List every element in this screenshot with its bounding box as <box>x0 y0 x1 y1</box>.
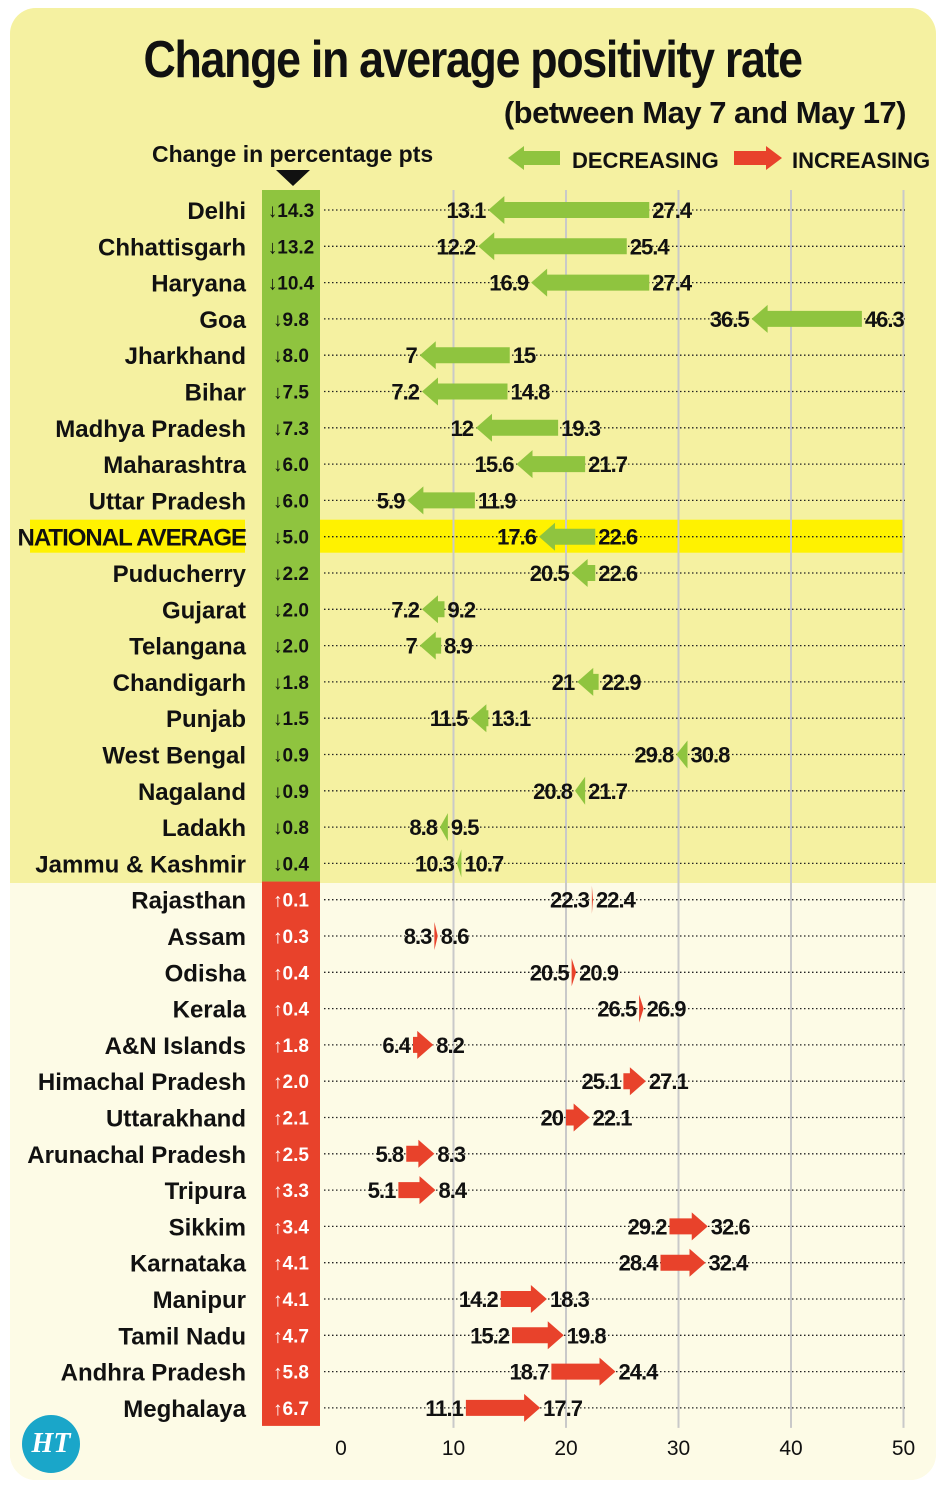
value-label-high: 32.6 <box>710 1214 750 1240</box>
chart-row <box>131 886 905 915</box>
value-label-low: 15.2 <box>470 1323 509 1349</box>
value-label-low: 13.1 <box>446 198 486 223</box>
chart-row <box>125 341 905 370</box>
row-label: Telangana <box>129 633 246 661</box>
value-label-low: 16.9 <box>489 270 529 296</box>
row-label: Madhya Pradesh <box>55 415 246 443</box>
legend-decreasing-label: DECREASING <box>572 148 719 173</box>
row-label: West Bengal <box>102 742 246 770</box>
chart-title: Change in average positivity rate <box>143 31 802 89</box>
increase-arrow <box>406 1140 434 1168</box>
value-label-high: 15 <box>512 343 536 369</box>
x-tick-label: 20 <box>554 1437 578 1460</box>
row-label: Nagaland <box>137 778 246 806</box>
row-label: Chandigarh <box>112 669 246 697</box>
chart-row <box>138 777 905 806</box>
decrease-arrow <box>478 232 627 260</box>
chart-row <box>27 1140 905 1169</box>
change-column-header: Change in percentage pts <box>152 141 434 167</box>
increase-arrow <box>670 1212 708 1240</box>
gridlines <box>454 190 904 1428</box>
value-label-high: 11.9 <box>477 488 516 514</box>
change-value: ↓14.3 <box>267 201 315 222</box>
value-label-high: 9.2 <box>447 597 476 623</box>
value-label-low: 8.3 <box>403 924 432 949</box>
change-value: ↑2.5 <box>273 1144 309 1166</box>
value-label-low: 20.5 <box>529 561 569 586</box>
value-label-low: 28.4 <box>618 1250 658 1276</box>
increase-arrow <box>413 1031 433 1059</box>
x-tick-label: 10 <box>441 1437 466 1460</box>
row-label: Gujarat <box>161 597 246 625</box>
value-label-high: 13.1 <box>491 706 531 732</box>
legend-decreasing-arrow-icon <box>508 146 560 170</box>
value-label-high: 14.8 <box>510 379 550 405</box>
chart-row <box>199 305 905 334</box>
value-label-low: 25.1 <box>581 1069 621 1095</box>
value-label-low: 10.3 <box>415 851 454 877</box>
row-label: Ladakh <box>161 815 246 843</box>
value-label-high: 32.4 <box>708 1250 748 1276</box>
value-label-low: 7 <box>405 343 417 369</box>
value-label-high: 27.1 <box>648 1069 688 1095</box>
change-value: ↑0.4 <box>273 999 309 1021</box>
value-label-high: 9.5 <box>450 815 479 841</box>
value-label-high: 22.6 <box>598 561 638 586</box>
legend-arrows <box>508 146 782 170</box>
value-label-high: 22.4 <box>596 887 635 913</box>
chart-row <box>169 1212 905 1241</box>
x-tick-label: 40 <box>779 1437 803 1460</box>
value-label-low: 5.9 <box>376 488 405 514</box>
value-label-low: 29.2 <box>627 1214 667 1240</box>
chart-row <box>61 1358 905 1387</box>
increase-arrow <box>572 958 577 986</box>
increase-arrow <box>501 1285 547 1313</box>
row-label: Chhattisgarh <box>97 234 246 262</box>
value-label-high: 25.4 <box>629 234 669 260</box>
increase-arrow <box>566 1104 590 1132</box>
chart-row <box>102 741 905 770</box>
decrease-arrow <box>488 196 649 224</box>
change-value: ↓13.2 <box>267 237 315 259</box>
row-label: Kerala <box>172 996 246 1024</box>
change-value: ↑4.1 <box>273 1253 309 1275</box>
value-label-high: 27.4 <box>652 270 692 296</box>
change-value: ↓2.2 <box>273 564 309 585</box>
chart-subtitle: (between May 7 and May 17) <box>503 95 906 130</box>
value-label-low: 12.2 <box>436 234 476 260</box>
row-label: Bihar <box>184 379 246 407</box>
value-label-high: 30.8 <box>690 742 730 768</box>
chart-row <box>35 849 905 878</box>
change-value: ↓5.0 <box>273 527 309 549</box>
change-value: ↓2.0 <box>273 636 309 658</box>
row-label: Andhra Pradesh <box>60 1359 246 1387</box>
row-label: Haryana <box>151 270 246 298</box>
value-label-high: 21.7 <box>588 778 627 804</box>
increase-arrow <box>592 886 593 914</box>
value-label-high: 22.1 <box>592 1105 632 1131</box>
change-value: ↓10.4 <box>267 273 315 295</box>
value-label-high: 8.2 <box>436 1032 464 1058</box>
chart-row <box>106 1104 905 1133</box>
x-tick-label: 30 <box>666 1437 691 1460</box>
ht-logo: HT <box>22 1415 80 1473</box>
value-label-high: 17.7 <box>543 1395 582 1421</box>
value-label-low: 7.2 <box>391 597 419 623</box>
decrease-arrow <box>476 414 558 442</box>
change-value: ↓1.8 <box>273 672 309 694</box>
decrease-arrow <box>752 305 862 333</box>
decrease-arrow <box>572 559 596 587</box>
value-label-low: 20.8 <box>533 778 572 804</box>
value-label-low: 11.1 <box>425 1395 463 1421</box>
change-value: ↓6.0 <box>273 491 309 513</box>
chart-row <box>118 1321 905 1350</box>
change-value: ↓8.0 <box>273 346 309 368</box>
chart-row <box>162 813 905 842</box>
value-label-high: 22.9 <box>601 669 641 695</box>
data-rows <box>18 196 905 1423</box>
value-label-high: 10.7 <box>464 851 504 877</box>
legend-increasing-arrow-icon <box>734 146 782 170</box>
chart-row <box>98 232 905 261</box>
row-label: Himachal Pradesh <box>37 1069 246 1097</box>
increase-arrow <box>434 922 437 950</box>
chart-row <box>38 1067 905 1096</box>
change-value: ↑6.7 <box>273 1398 309 1420</box>
row-label: Puducherry <box>112 561 246 588</box>
chart-row <box>173 995 905 1024</box>
value-label-high: 8.6 <box>440 924 469 949</box>
value-label-high: 46.3 <box>864 306 904 332</box>
value-label-high: 24.4 <box>618 1359 658 1385</box>
chart-row <box>187 196 905 225</box>
increase-arrow <box>661 1249 706 1277</box>
row-label: Goa <box>199 306 246 334</box>
value-label-low: 20 <box>540 1105 563 1131</box>
chart-row <box>166 704 905 733</box>
value-label-high: 22.6 <box>598 524 638 550</box>
value-label-high: 8.9 <box>444 633 472 659</box>
increase-arrow <box>398 1176 435 1204</box>
row-label: Tamil Nadu <box>118 1323 246 1351</box>
value-label-low: 18.7 <box>509 1359 549 1385</box>
change-value: ↓9.8 <box>273 309 309 331</box>
decrease-arrow <box>531 269 649 297</box>
value-label-high: 21.7 <box>588 452 627 478</box>
chart-row <box>129 632 905 661</box>
change-value: ↑0.4 <box>273 963 309 985</box>
row-label: Arunachal Pradesh <box>27 1141 246 1169</box>
decrease-arrow <box>517 450 586 478</box>
value-label-low: 7.2 <box>391 379 419 405</box>
decrease-arrow <box>420 341 510 369</box>
value-label-high: 26.9 <box>646 996 686 1022</box>
value-label-low: 6.4 <box>382 1032 410 1058</box>
chart-row <box>113 559 905 588</box>
row-label: Manipur <box>152 1287 246 1314</box>
value-label-high: 8.3 <box>437 1141 465 1167</box>
value-label-high: 19.3 <box>561 415 600 441</box>
change-value: ↓0.8 <box>273 818 309 840</box>
row-label: Rajasthan <box>131 887 246 915</box>
value-label-low: 36.5 <box>709 306 749 332</box>
row-label: Uttar Pradesh <box>88 488 246 516</box>
decrease-arrow <box>440 813 448 841</box>
row-label: Assam <box>167 924 246 951</box>
chart-row <box>185 378 905 407</box>
value-label-low: 21 <box>551 669 575 695</box>
change-value: ↑0.1 <box>273 890 309 912</box>
increase-arrow <box>512 1321 564 1349</box>
change-value: ↓1.5 <box>273 709 309 731</box>
change-value: ↑1.8 <box>273 1035 309 1057</box>
chart-row <box>165 958 905 987</box>
change-value: ↓0.9 <box>273 745 309 767</box>
change-value: ↓7.5 <box>273 382 309 404</box>
increase-arrow <box>623 1067 646 1095</box>
decrease-arrow <box>407 486 475 514</box>
column-pointer-icon <box>276 170 310 186</box>
value-label-low: 15.6 <box>474 452 514 478</box>
row-label: Karnataka <box>129 1250 246 1278</box>
decrease-arrow <box>577 668 598 696</box>
chart-row <box>130 1249 905 1278</box>
decrease-arrow <box>575 777 585 805</box>
value-label-low: 12 <box>450 415 473 441</box>
chart-row <box>103 450 905 479</box>
row-label: Maharashtra <box>103 452 246 480</box>
chart-row <box>89 486 905 515</box>
decrease-arrow <box>470 704 488 732</box>
value-label-low: 8.8 <box>409 815 437 841</box>
chart-row <box>162 595 905 624</box>
value-label-low: 17.6 <box>497 524 536 550</box>
x-tick-label: 50 <box>891 1437 916 1460</box>
row-label: Odisha <box>164 960 246 988</box>
legend-increasing-label: INCREASING <box>792 148 931 173</box>
row-label: Delhi <box>187 198 246 225</box>
row-label: Tripura <box>164 1178 246 1206</box>
value-label-low: 20.5 <box>529 960 569 986</box>
row-label: Jammu & Kashmir <box>35 851 246 879</box>
value-label-low: 7 <box>405 633 417 659</box>
change-value: ↓0.4 <box>273 854 309 876</box>
decrease-arrow <box>457 849 462 877</box>
change-value: ↑3.4 <box>273 1217 309 1239</box>
change-value: ↑3.3 <box>273 1181 309 1203</box>
increase-arrow <box>466 1394 540 1422</box>
value-label-low: 5.8 <box>375 1141 404 1167</box>
row-label: Meghalaya <box>123 1395 246 1423</box>
row-label: Sikkim <box>168 1214 246 1242</box>
change-value: ↑4.7 <box>273 1326 309 1348</box>
change-value: ↑2.1 <box>273 1108 309 1130</box>
row-label: Jharkhand <box>124 343 246 371</box>
value-label-low: 26.5 <box>597 996 637 1022</box>
chart-row <box>123 1394 905 1423</box>
value-label-low: 5.1 <box>367 1178 396 1204</box>
value-label-low: 14.2 <box>458 1287 498 1312</box>
increase-arrow <box>551 1358 615 1386</box>
row-label: A&N Islands <box>104 1032 246 1060</box>
change-value: ↓7.3 <box>273 418 309 440</box>
x-tick-label: 0 <box>335 1437 347 1460</box>
row-label: Punjab <box>165 706 246 734</box>
increase-arrow <box>639 995 644 1023</box>
change-value: ↑2.0 <box>273 1072 309 1094</box>
value-label-high: 20.9 <box>579 960 618 986</box>
x-axis <box>335 1437 915 1460</box>
chart-row <box>55 414 905 443</box>
value-label-low: 22.3 <box>550 887 589 913</box>
value-label-low: 11.5 <box>429 706 468 732</box>
chart-row <box>105 1031 905 1060</box>
value-label-high: 8.4 <box>438 1178 467 1204</box>
change-value: ↓0.9 <box>273 781 309 803</box>
chart-row <box>167 922 905 951</box>
change-value: ↓2.0 <box>273 600 309 622</box>
chart-row <box>165 1176 905 1205</box>
decrease-arrow <box>422 595 445 623</box>
value-label-high: 18.3 <box>549 1287 589 1312</box>
change-value: ↑5.8 <box>273 1362 309 1384</box>
value-label-high: 27.4 <box>652 198 692 223</box>
row-label: Uttarakhand <box>105 1105 246 1133</box>
decrease-arrow <box>422 378 508 406</box>
change-value: ↑4.1 <box>273 1290 309 1311</box>
change-value: ↑0.3 <box>273 927 309 948</box>
change-value: ↓6.0 <box>273 455 309 477</box>
value-label-high: 19.8 <box>566 1323 606 1349</box>
value-label-low: 29.8 <box>634 742 674 768</box>
decrease-arrow <box>420 632 441 660</box>
chart-row <box>113 668 905 697</box>
row-label: NATIONAL AVERAGE <box>17 524 246 552</box>
